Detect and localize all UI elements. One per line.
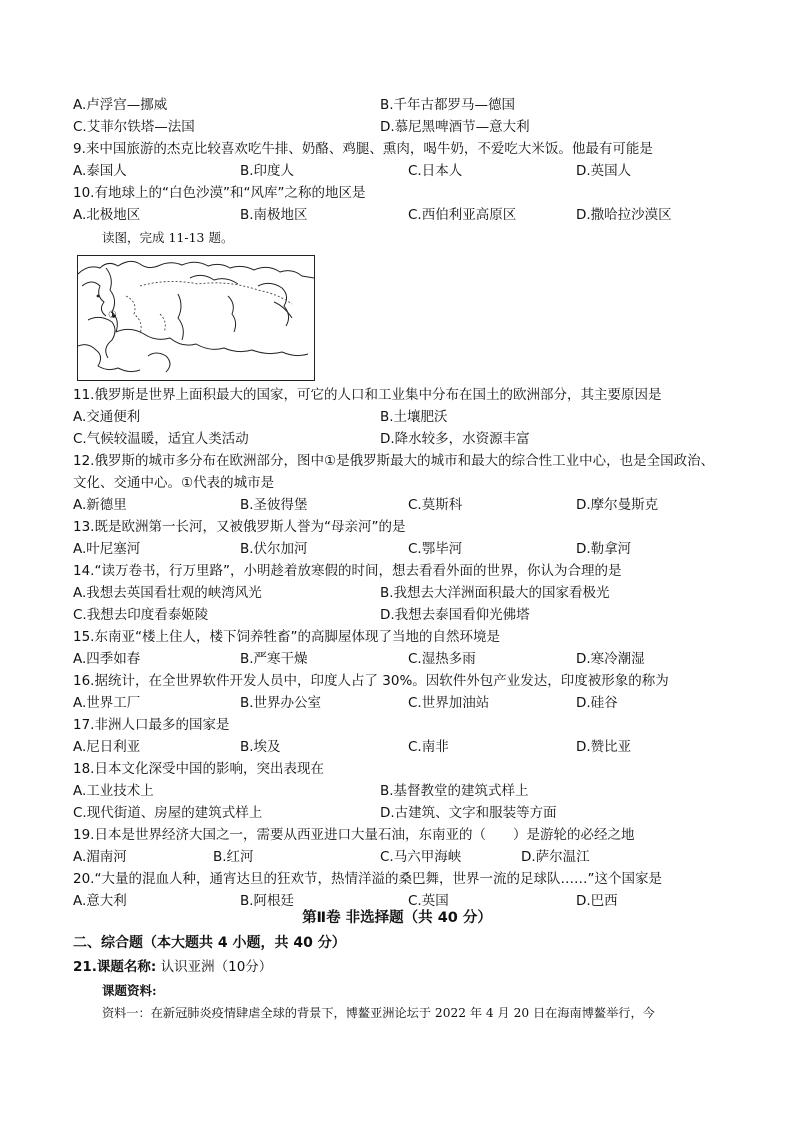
russia-map-drawing [78, 256, 314, 380]
q12-option-a[interactable]: A.新德里 [73, 497, 127, 513]
q16-option-d[interactable]: D.硅谷 [576, 695, 618, 711]
q10-option-a[interactable]: A.北极地区 [73, 207, 141, 223]
q12-stem-line2: 文化、交通中心。①代表的城市是 [73, 475, 275, 491]
q14-option-d[interactable]: D.我想去泰国看仰光佛塔 [380, 607, 530, 623]
q8-option-c[interactable]: C.艾菲尔铁塔—法国 [73, 119, 195, 135]
q10-options [73, 204, 733, 226]
q20-option-b[interactable]: B.阿根廷 [240, 893, 295, 909]
q15-option-b[interactable]: B.严寒干燥 [240, 651, 308, 667]
map-label-1: ① [108, 310, 117, 321]
q12-option-c[interactable]: C.莫斯科 [408, 497, 463, 513]
q10-option-d[interactable]: D.撒哈拉沙漠区 [576, 207, 672, 223]
q19-option-b[interactable]: B.红河 [213, 849, 254, 865]
q12-option-b[interactable]: B.圣彼得堡 [240, 497, 308, 513]
q8-option-b[interactable]: B.千年古都罗马—德国 [380, 97, 516, 113]
q10-option-b[interactable]: B.南极地区 [240, 207, 308, 223]
q14-options-row2 [73, 604, 733, 626]
q9-stem: 9.来中国旅游的杰克比较喜欢吃牛排、奶酪、鸡腿、熏肉，喝牛奶，不爱吃大米饭。他最有可能是 [73, 141, 653, 157]
q9-option-c[interactable]: C.日本人 [408, 163, 463, 179]
read-map-instruction: 读图，完成 11-13 题。 [102, 230, 234, 245]
q17-option-c[interactable]: C.南非 [408, 739, 449, 755]
q18-stem: 18.日本文化深受中国的影响，突出表现在 [73, 761, 324, 777]
q9-option-a[interactable]: A.泰国人 [73, 163, 127, 179]
q17-option-b[interactable]: B.埃及 [240, 739, 281, 755]
q11-options-row2 [73, 428, 733, 450]
q18-options-row1 [73, 780, 733, 802]
q11-options-row1 [73, 406, 733, 428]
q14-options-row1 [73, 582, 733, 604]
q20-option-a[interactable]: A.意大利 [73, 893, 127, 909]
q19-option-a[interactable]: A.湄南河 [73, 849, 127, 865]
q18-option-a[interactable]: A.工业技术上 [73, 783, 154, 799]
q17-stem: 17.非洲人口最多的国家是 [73, 717, 230, 733]
q20-option-c[interactable]: C.英国 [408, 893, 449, 909]
q15-stem: 15.东南亚“楼上住人，楼下饲养牲畜”的高脚屋体现了当地的自然环境是 [73, 629, 500, 645]
q18-option-d[interactable]: D.古建筑、文字和服装等方面 [380, 805, 557, 821]
q19-option-d[interactable]: D.萨尔温江 [521, 849, 590, 865]
q12-option-d[interactable]: D.摩尔曼斯克 [576, 497, 659, 513]
q18-option-b[interactable]: B.基督教堂的建筑式样上 [380, 783, 529, 799]
q16-option-b[interactable]: B.世界办公室 [240, 695, 322, 711]
q13-option-c[interactable]: C.鄂毕河 [408, 541, 463, 557]
q11-option-b[interactable]: B.土壤肥沃 [380, 409, 448, 425]
q8-option-d[interactable]: D.慕尼黑啤酒节—意大利 [380, 119, 530, 135]
q21-material-1: 资料一：在新冠肺炎疫情肆虐全球的背景下，博鳌亚洲论坛于 2022 年 4 月 20 日在海南博鳌举行，今 [102, 1006, 655, 1020]
q19-option-c[interactable]: C.马六甲海峡 [380, 849, 462, 865]
q16-option-c[interactable]: C.世界加油站 [408, 695, 490, 711]
q11-option-d[interactable]: D.降水较多，水资源丰富 [380, 431, 530, 447]
q18-option-c[interactable]: C.现代街道、房屋的建筑式样上 [73, 805, 263, 821]
q12-stem-line1: 12.俄罗斯的城市多分布在欧洲部分，图中①是俄罗斯最大的城市和最大的综合性工业中心，也是全国政治、 [73, 453, 715, 469]
q11-option-c[interactable]: C.气候较温暖，适宜人类活动 [73, 431, 249, 447]
q17-option-d[interactable]: D.赞比亚 [576, 739, 632, 755]
part2-title: 第Ⅱ卷 非选择题（共 40 分） [302, 910, 492, 926]
q21-label: 21.课题名称: [73, 959, 157, 975]
section2-heading: 二、综合题（本大题共 4 小题，共 40 分） [73, 935, 346, 951]
q11-stem: 11.俄罗斯是世界上面积最大的国家，可它的人口和工业集中分布在国土的欧洲部分，其主要原因是 [73, 387, 662, 403]
q20-option-d[interactable]: D.巴西 [576, 893, 618, 909]
q8-option-a[interactable]: A.卢浮宫—挪威 [73, 97, 168, 113]
q8-options-row1 [73, 94, 733, 116]
q16-options [73, 692, 733, 714]
q17-option-a[interactable]: A.尼日利亚 [73, 739, 141, 755]
q15-option-d[interactable]: D.寒冷潮湿 [576, 651, 645, 667]
q21-title-line [73, 956, 733, 978]
q13-option-b[interactable]: B.伏尔加河 [240, 541, 308, 557]
q16-option-a[interactable]: A.世界工厂 [73, 695, 141, 711]
q14-option-c[interactable]: C.我想去印度看泰姬陵 [73, 607, 209, 623]
q14-stem: 14.“读万卷书，行万里路”，小明趁着放寒假的时间，想去看看外面的世界，你认为合理的是 [73, 563, 622, 579]
q17-options [73, 736, 733, 758]
q15-option-c[interactable]: C.湿热多雨 [408, 651, 476, 667]
q19-options [73, 846, 733, 868]
q12-options [73, 494, 733, 516]
q11-option-a[interactable]: A.交通便利 [73, 409, 141, 425]
q10-stem: 10.有地球上的“白色沙漠”和“风库”之称的地区是 [73, 185, 366, 201]
q13-option-a[interactable]: A.叶尼塞河 [73, 541, 141, 557]
q18-options-row2 [73, 802, 733, 824]
q16-stem: 16.据统计，在全世界软件开发人员中，印度人占了 30%。因软件外包产业发达，印度被形象的称为 [73, 673, 669, 689]
q10-option-c[interactable]: C.西伯利亚高原区 [408, 207, 517, 223]
q21-materials-label: 课题资料: [102, 983, 157, 998]
q9-options [73, 160, 733, 182]
q13-stem: 13.既是欧洲第一长河，又被俄罗斯人誉为“母亲河”的是 [73, 519, 406, 535]
q8-options-row2 [73, 116, 733, 138]
q9-option-d[interactable]: D.英国人 [576, 163, 632, 179]
q15-options [73, 648, 733, 670]
q13-options [73, 538, 733, 560]
q14-option-b[interactable]: B.我想去大洋洲面积最大的国家看极光 [380, 585, 610, 601]
q15-option-a[interactable]: A.四季如春 [73, 651, 141, 667]
q14-option-a[interactable]: A.我想去英国看壮观的峡湾风光 [73, 585, 262, 601]
q21-title: 认识亚洲（10分） [160, 959, 273, 975]
q13-option-d[interactable]: D.勒拿河 [576, 541, 632, 557]
q19-stem: 19.日本是世界经济大国之一，需要从西亚进口大量石油，东南亚的（ ）是游轮的必经之地 [73, 827, 635, 843]
q20-stem: 20.“大量的混血人种，通宵达旦的狂欢节，热情洋溢的桑巴舞，世界一流的足球队……”这个国家是 [73, 871, 662, 887]
q9-option-b[interactable]: B.印度人 [240, 163, 295, 179]
russia-map [77, 255, 315, 381]
